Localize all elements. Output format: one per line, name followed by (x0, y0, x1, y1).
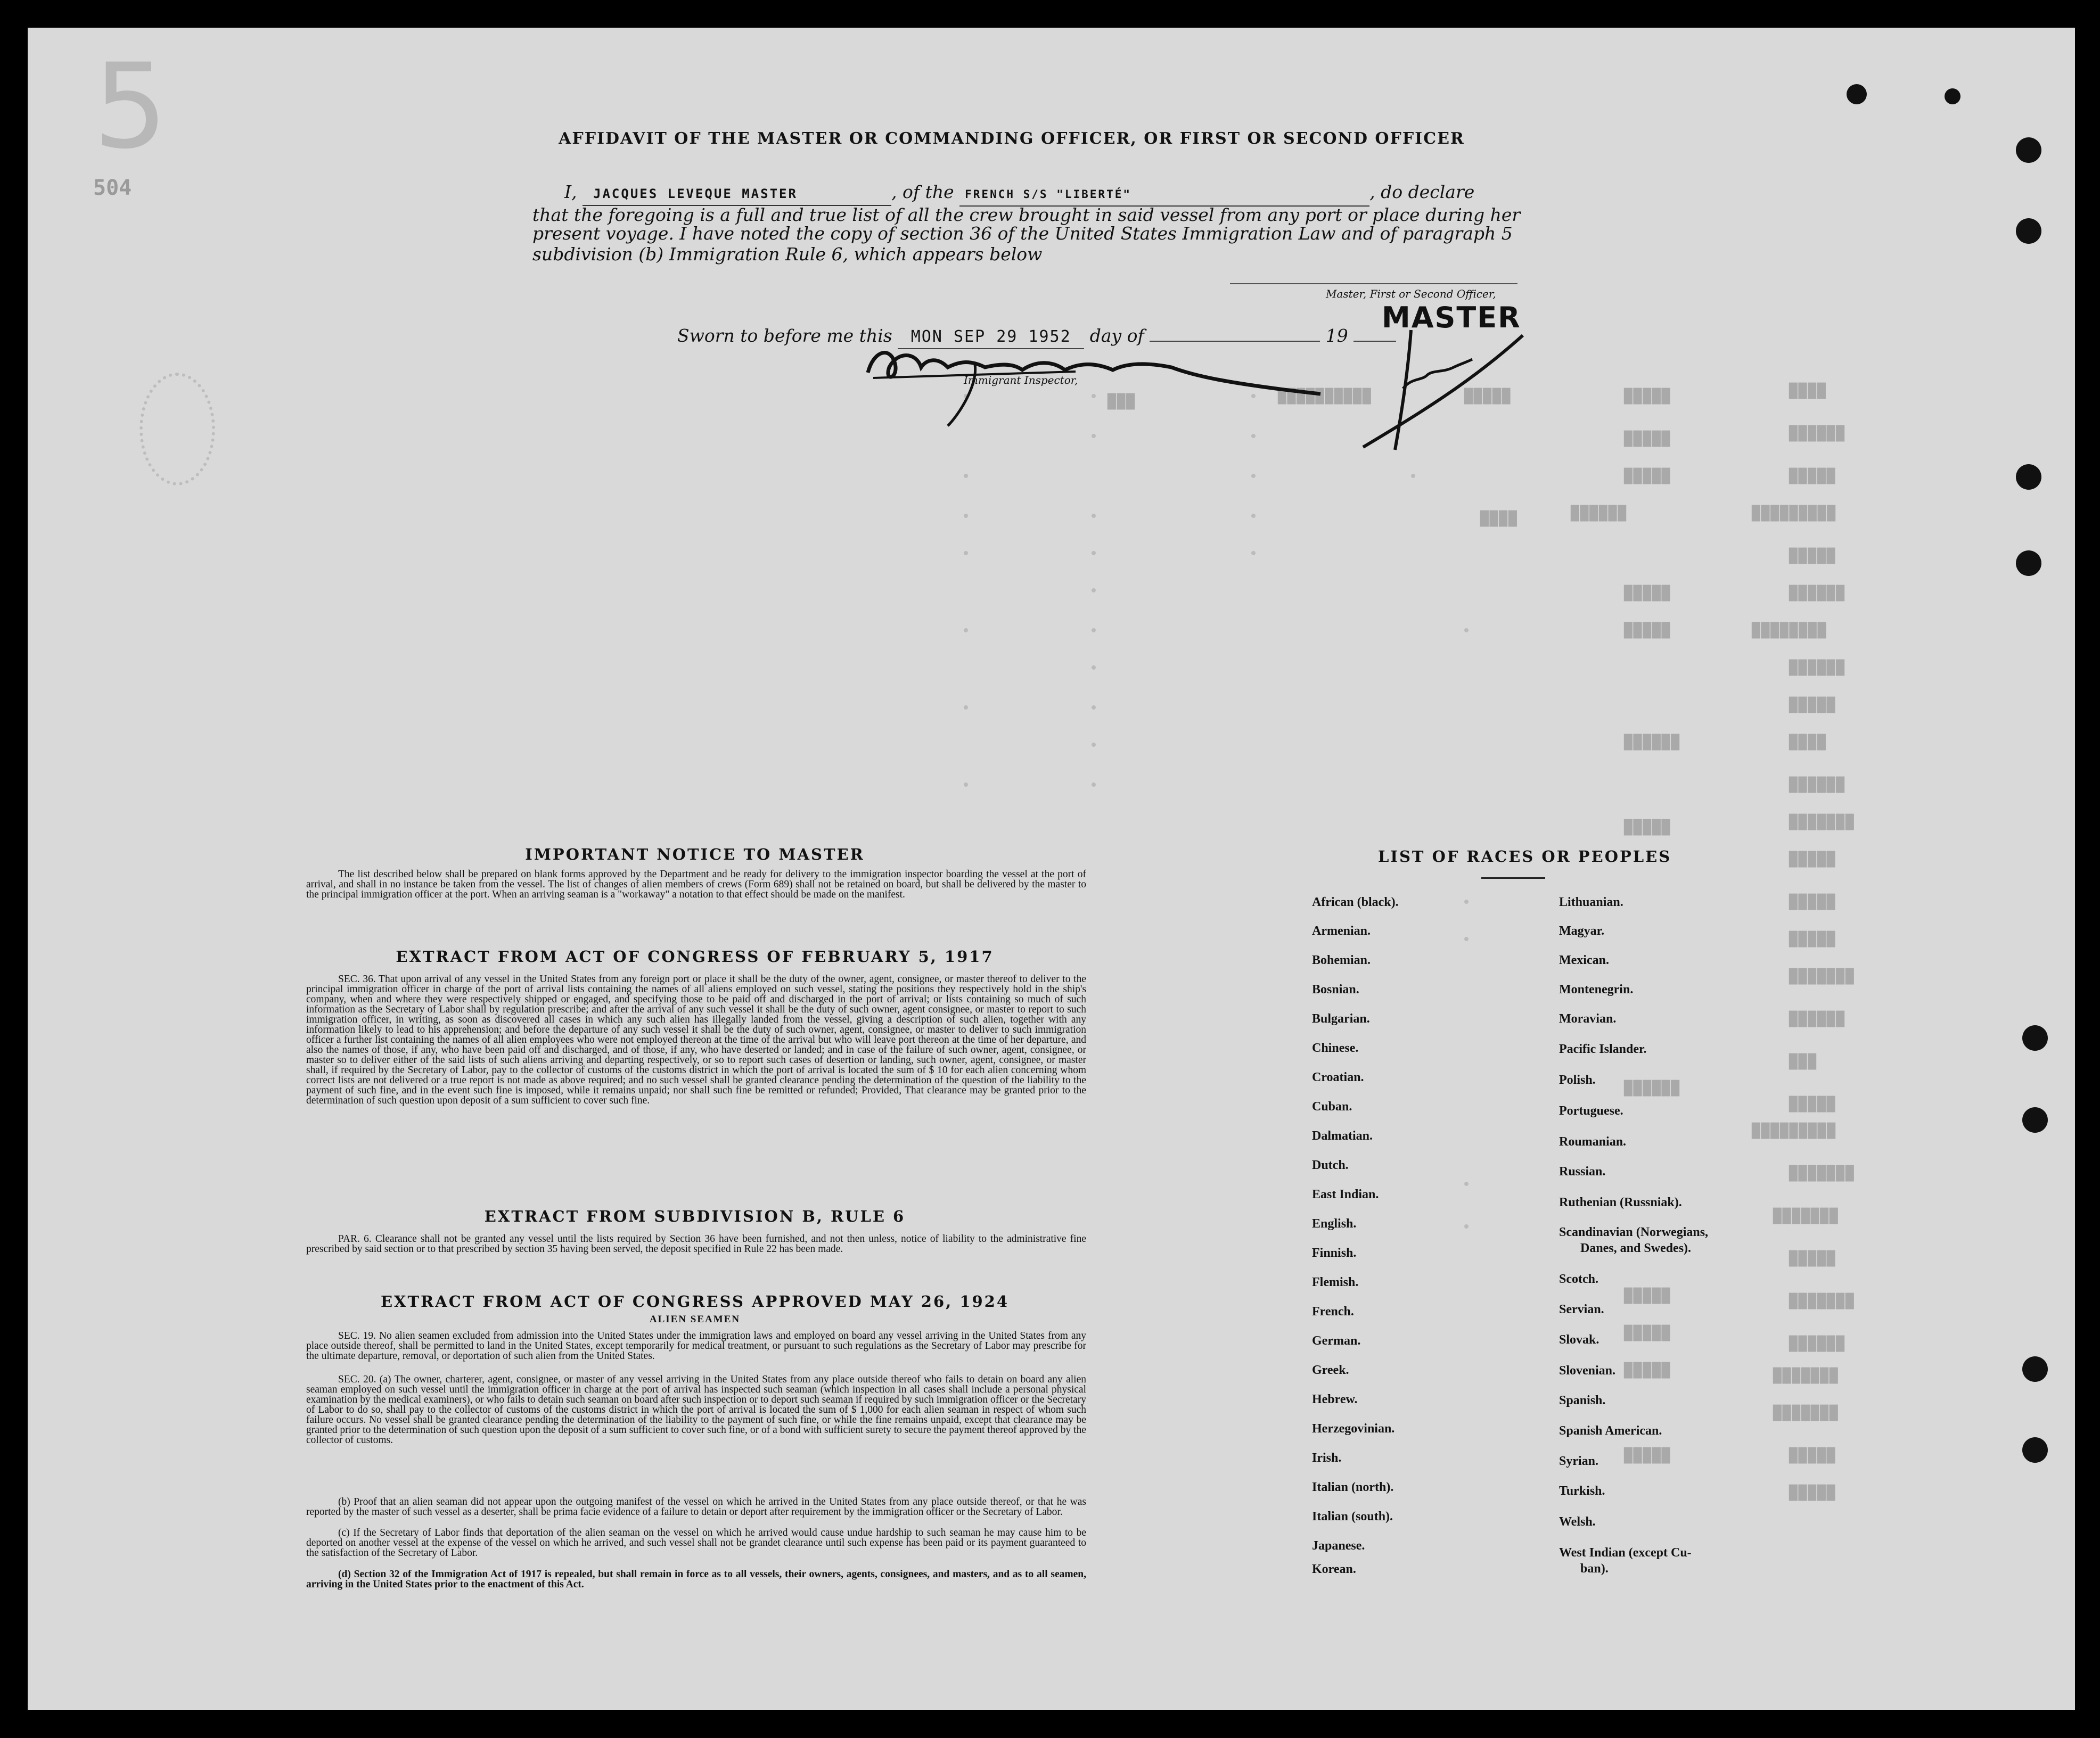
extract-rule6-body: PAR. 6. Clearance shall not be granted any vessel until the lists required by Section 36 have been furnished, and not then unless, notice of liability to the administrative fine prescribed by said section or to that prescribed by section 35 having been served, the deposit specified in Rule 22 has been made. (306, 1233, 1086, 1255)
race-item: Bulgarian. (1312, 1012, 1370, 1026)
affidavit-of-the: , of the (891, 182, 954, 202)
race-item: Dalmatian. (1312, 1129, 1373, 1143)
race-item: ban). (1580, 1562, 1609, 1576)
race-item: Russian. (1559, 1165, 1606, 1179)
race-item: Italian (south). (1312, 1510, 1393, 1523)
bleed-through-stamp (140, 373, 215, 485)
race-item: East Indian. (1312, 1188, 1379, 1201)
punch-hole (2022, 1107, 2048, 1133)
extract-1924-sec20a: SEC. 20. (a) The owner, charterer, agent, consignee, or master of any vessel arriving in the United States from any place outside thereof who fails to detain on board any alien seaman employed on such vessel until the immigration officer in charge at the port of arrival has inspected such seaman (which inspection in all cases shall include a personal physical examination by the medical examiners), or who fails to detain such seaman on board after such inspection or to deport such seaman if required by such immigration officer or the Secretary of Labor to do so, shall pay to the collector of customs of the customs district in which the port of arrival is located the sum of $ 1,000 for each alien seaman in respect of whom such failure occurs. No vessel shall be granted clearance pending the determination of the liability to the payment of such fine, or while the fine remains unpaid, except that clearance may be granted prior to the determination of such question upon the deposit of a sum sufficient to cover such fine, or of a bond with sufficient surety to secure the payment thereof approved by the collector of customs. (306, 1374, 1086, 1446)
race-item: Lithuanian. (1559, 895, 1623, 909)
bleed-through-number: 504 (93, 176, 132, 200)
extract-1924-subtitle: ALIEN SEAMEN (649, 1314, 741, 1325)
vessel-name-field: FRENCH S/S "LIBERTÉ" (959, 183, 1369, 207)
race-item: Moravian. (1559, 1012, 1617, 1026)
affidavit-line-4: subdivision (b) Immigration Rule 6, which appears below (532, 244, 1043, 265)
race-item: Welsh. (1559, 1515, 1596, 1529)
race-item: Cuban. (1312, 1100, 1352, 1114)
race-item: Slovenian. (1559, 1364, 1616, 1378)
races-title: LIST OF RACES OR PEOPLES (1378, 847, 1672, 866)
affidavit-line-2: that the foregoing is a full and true list of all the crew brought in said vessel from any port or place during her (532, 204, 1521, 225)
race-item: Scotch. (1559, 1272, 1598, 1286)
race-item: Greek. (1312, 1363, 1349, 1377)
extract-rule6-title: EXTRACT FROM SUBDIVISION B, RULE 6 (484, 1207, 906, 1225)
extract-1924-title: EXTRACT FROM ACT OF CONGRESS APPROVED MAY 26, 1924 (380, 1292, 1010, 1311)
notice-title: IMPORTANT NOTICE TO MASTER (525, 845, 865, 863)
race-item: Mexican. (1559, 953, 1609, 967)
race-item: Scandinavian (Norwegians, (1559, 1225, 1709, 1239)
race-item: Armenian. (1312, 924, 1371, 938)
race-item: Polish. (1559, 1073, 1596, 1087)
punch-hole (1945, 88, 1960, 104)
races-title-rule (1481, 877, 1545, 879)
race-item: West Indian (except Cu- (1559, 1546, 1692, 1560)
affidavit-title: AFFIDAVIT OF THE MASTER OR COMMANDING OFFICER, OR FIRST OR SECOND OFFICER (559, 129, 1465, 148)
affidavit-i-label: I, (564, 182, 577, 202)
master-stamp: MASTER (1382, 301, 1521, 334)
extract-1917-body: SEC. 36. That upon arrival of any vessel in the United States from any foreign port or place it shall be the duty of the owner, agent, consignee, or master thereof to deliver to the principal immigration officer in charge of the port of arrival lists containing the names of all aliens employed on such vessel, stating the positions they respectively hold in the ship's company, when and where they were respectively shipped or engaged, and specifying those to be paid off and discharged in the port of arrival; or lists containing so much of such information as the Secretary of Labor shall by regulation prescribe; and after the arrival of any such vessel it shall be the duty of such owner, agent consignee, or master to report to such immigration officer, in writing, as soon as discovered all cases in which any such alien has illegally landed from the vessel, giving a description of such alien, together with any information likely to lead to his apprehension; and before the departure of any such vessel it shall be the duty of such owner, agent, consignee, or master to deliver to such immigration officer a further list containing the names of all alien employees who were not employed thereon at the time of the arrival but who will leave port thereon at the time of her departure, and also the names of those, if any, who have been paid off and discharged, and of those, if any, who have deserted or landed; and in case of the failure of such owner, agent, consignee, or master so to deliver either of the said lists of such aliens arriving and departing respectively, or so to report such cases of desertion or landing, such owner, agent, consignee, or master shall, if required by the Secretary of Labor, pay to the collector of customs of the customs district in which the port of arrival is located the sum of $ 10 for each alien concerning whom correct lists are not delivered or a true report is not made as above required; and no such vessel shall be granted clearance pending the determination of the question of the liability to the payment of such fine, and in the event such fine is imposed, while it remains unpaid; nor shall such fine be remitted or refunded; Provided, That clearance may be granted prior to the determination of such question upon deposit of a sum sufficient to cover such fine. (306, 974, 1086, 1106)
punch-hole (2016, 218, 2041, 244)
inspector-signature (852, 330, 1331, 436)
race-item: Irish. (1312, 1451, 1342, 1465)
race-item: Chinese. (1312, 1041, 1359, 1055)
notice-body: The list described below shall be prepared on blank forms approved by the Department and be ready for delivery to the immigration inspector boarding the vessel at the port of arrival, and shall in no instance be taken from the vessel. The list of changes of alien members of crews (Form 689) shall not be retained on board, but shall be delivered by the master to the principal immigration officer at the port. When an arriving seaman is a "workaway" a notation to that effect should be made on the manifest. (306, 869, 1086, 900)
day-of-label: day of (1089, 325, 1144, 346)
race-item: Japanese. (1312, 1539, 1365, 1553)
master-name-field: JACQUES LEVEQUE MASTER (583, 183, 891, 206)
race-item: Finnish. (1312, 1246, 1357, 1260)
race-item: Spanish American. (1559, 1424, 1662, 1438)
race-item: Croatian. (1312, 1070, 1364, 1084)
race-item: Syrian. (1559, 1454, 1599, 1468)
punch-hole (2022, 1025, 2048, 1051)
race-item: Slovak. (1559, 1333, 1599, 1347)
extract-1924-sec20b: (b) Proof that an alien seaman did not appear upon the outgoing manifest of the vessel on which he arrived in the United States from any place outside thereof, or that he was reported by the master of such vessel as a deserter, shall be prima facie evidence of a failure to detain or deport after requirement by the immigration officer or the Secretary of Labor. (306, 1496, 1086, 1518)
affidavit-line-1 (532, 181, 1544, 207)
affidavit-do-declare: , do declare (1369, 182, 1475, 202)
race-item: German. (1312, 1334, 1361, 1348)
punch-hole (2016, 137, 2041, 163)
race-item: Danes, and Swedes). (1580, 1241, 1692, 1255)
race-item: Italian (north). (1312, 1480, 1394, 1494)
race-item: Turkish. (1559, 1484, 1605, 1498)
affidavit-line-3: present voyage. I have noted the copy of section 36 of the United States Immigration Law and of paragraph 5 (532, 223, 1513, 244)
punch-hole (1847, 84, 1867, 104)
race-item: Hebrew. (1312, 1393, 1358, 1406)
sworn-label: Sworn to before me this (677, 325, 892, 346)
race-item: Bosnian. (1312, 983, 1359, 996)
race-item: Bohemian. (1312, 953, 1371, 967)
punch-hole (2016, 550, 2041, 576)
race-item: Montenegrin. (1559, 983, 1634, 996)
punch-hole (2022, 1437, 2048, 1463)
punch-hole (2016, 464, 2041, 490)
extract-1924-sec20c: (c) If the Secretary of Labor finds that deportation of the alien seaman on the vessel on which he arrived would cause undue hardship to such seaman he may cause him to be deported on another vessel at the expense of the vessel on which he arrived, and such vessel shall not be grandet clearance until such expense has been paid or its payment guaranteed to the satisfaction of the Secretary of Labor. (306, 1527, 1086, 1559)
race-item: English. (1312, 1217, 1357, 1231)
punch-hole (2022, 1356, 2048, 1382)
race-item: Dutch. (1312, 1158, 1349, 1172)
date-stamp: MON SEP 29 1952 (898, 326, 1084, 349)
inspector-caption: Immigrant Inspector, (964, 374, 1078, 386)
race-item: Portuguese. (1559, 1104, 1623, 1118)
year-label: 19 (1325, 325, 1348, 346)
extract-1924-sec20d: (d) Section 32 of the Immigration Act of 1917 is repealed, but shall remain in force as to all vessels, their owners, agents, consignees, and masters, and as to all seamen, arriving in the United States prior to the enactment of this Act. (306, 1569, 1086, 1590)
race-item: Spanish. (1559, 1394, 1606, 1407)
bleed-through-numeral: 5 (93, 38, 168, 175)
race-item: Korean. (1312, 1562, 1356, 1576)
race-item: Flemish. (1312, 1275, 1359, 1289)
race-item: Magyar. (1559, 924, 1605, 938)
master-signature (1352, 325, 1533, 458)
officer-caption: Master, First or Second Officer, (1326, 287, 1496, 300)
officer-signature-line (1230, 283, 1517, 284)
extract-1924-sec19: SEC. 19. No alien seamen excluded from admission into the United States under the immigration laws and employed on board any vessel arriving in the United States from any place outside thereof, shall be permitted to land in the United States, except temporarily for medical treatment, or pursuant to such regulations as the Secretary of Labor may prescribe for the ultimate departure, removal, or deportation of such alien from the United States. (306, 1330, 1086, 1362)
extract-1917-title: EXTRACT FROM ACT OF CONGRESS OF FEBRUARY 5, 1917 (396, 948, 994, 966)
race-item: Herzegovinian. (1312, 1422, 1395, 1436)
race-item: Ruthenian (Russniak). (1559, 1196, 1682, 1209)
race-item: Servian. (1559, 1303, 1604, 1316)
race-item: French. (1312, 1305, 1354, 1319)
race-item: Roumanian. (1559, 1135, 1627, 1149)
race-item: African (black). (1312, 895, 1399, 909)
race-item: Pacific Islander. (1559, 1042, 1647, 1056)
